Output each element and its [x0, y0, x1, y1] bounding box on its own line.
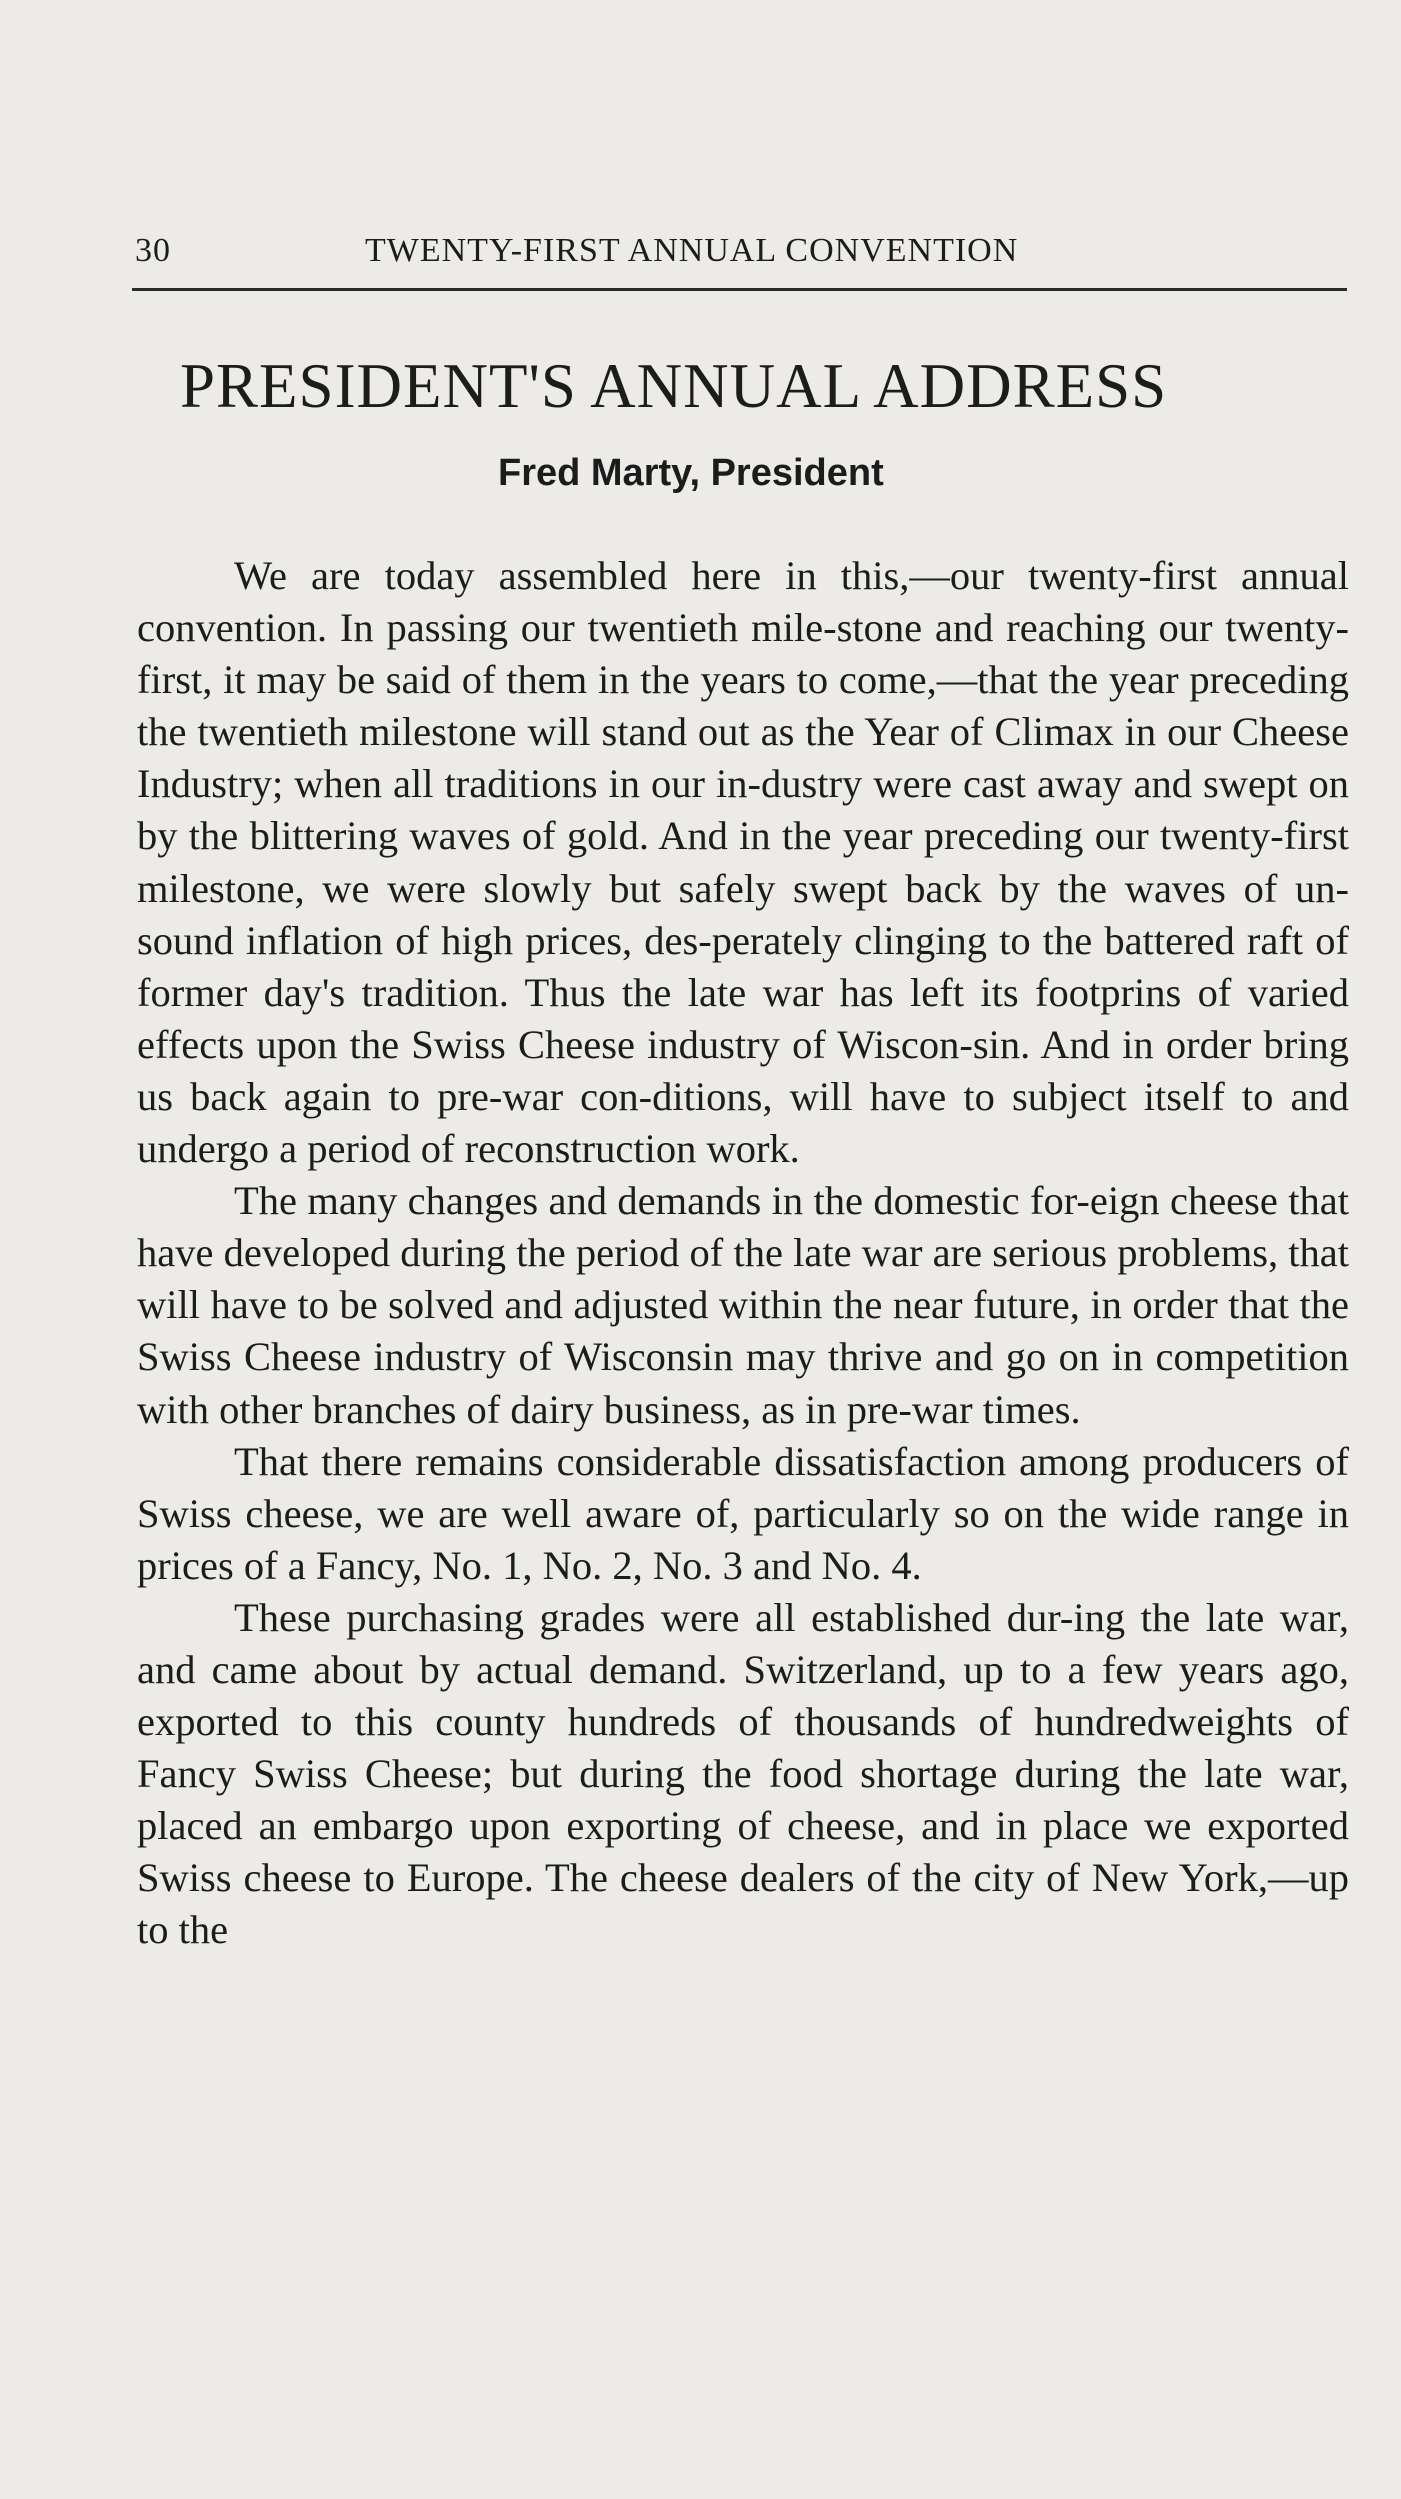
running-head: [135, 232, 1347, 282]
article-body: [137, 550, 1349, 1957]
paragraph: These purchasing grades were all established dur-ing the late war, and came about by actual demand. Switzerland, up to a few years ago, exported to this county hundreds of thousands of hundredweights of Fancy Swiss Cheese; but during the food shortage during the late war, placed an embargo upon exporting of cheese, and in place we exported Swiss cheese to Europe. The cheese dealers of the city of New York,—up to the: [137, 1594, 1349, 1953]
paragraph: That there remains considerable dissatisfaction among producers of Swiss cheese, we are well aware of, particularly so on the wide range in prices of a Fancy, No. 1, No. 2, No. 3 and No. 4.: [137, 1438, 1349, 1588]
running-title: TWENTY-FIRST ANNUAL CONVENTION: [365, 232, 1019, 269]
paragraph: We are today assembled here in this,—our twenty-first annual convention. In passing our twentieth mile-stone and reaching our twenty-first, it may be said of them in the years to come,—that the year preceding the twentieth milestone will stand out as the Year of Climax in our Cheese Industry; when all traditions in our in-dustry were cast away and swept on by the blittering waves of gold. And in the year preceding our twenty-first milestone, we were slowly but safely swept back by the waves of un-sound inflation of high prices, des-perately clinging to the battered raft of former day's tradition. Thus the late war has left its footprins of varied effects upon the Swiss Cheese industry of Wiscon-sin. And in order bring us back again to pre-war con-ditions, will have to subject itself to and undergo a period of reconstruction work.: [137, 553, 1349, 1172]
header-rule: [132, 288, 1347, 291]
byline: Fred Marty, President: [498, 452, 884, 494]
article-title: PRESIDENT'S ANNUAL ADDRESS: [180, 351, 1168, 421]
paragraph: The many changes and demands in the domestic for-eign cheese that have developed during the period of the late war are serious problems, that will have to be solved and adjusted within the near future, in order that the Swiss Cheese industry of Wisconsin may thrive and go on in competition with other branches of dairy business, as in pre-war times.: [137, 1178, 1349, 1432]
page-number: 30: [135, 232, 171, 269]
